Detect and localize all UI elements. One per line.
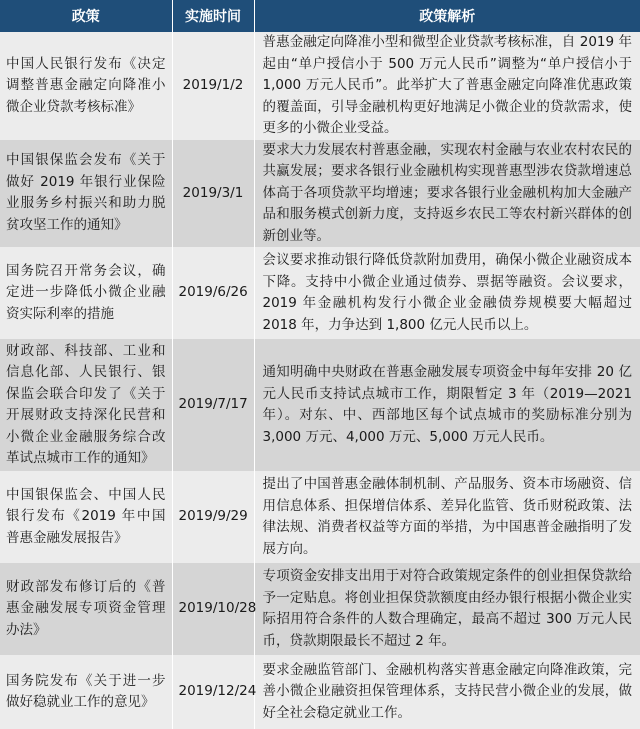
date-cell: 2019/6/26 [172,247,254,339]
analysis-cell: 提出了中国普惠金融体制机制、产品服务、资本市场融资、信用信息体系、担保增信体系、差异化监管、货币财税政策、法律法规、消费者权益等方面的举措，为中国惠普金融指明了发展方向。 [254,471,640,563]
table-row [0,563,640,655]
table-row [0,140,640,248]
policy-cell: 财政部、科技部、工业和信息化部、人民银行、银保监会联合印发了《关于开展财政支持深化民营和小微企业金融服务综合改革试点城市工作的通知》 [0,339,172,471]
date-cell: 2019/9/29 [172,471,254,563]
header-analysis: 政策解析 [254,0,640,32]
header-date: 实施时间 [172,0,254,32]
date-cell: 2019/7/17 [172,339,254,471]
table-header-row [0,0,640,32]
table-row [0,247,640,339]
table-row [0,655,640,729]
analysis-cell: 普惠金融定向降准小型和微型企业贷款考核标准，自 2019 年起由“单户授信小于 500 万元人民币”调整为“单户授信小于 1,000 万元人民币”。此举扩大了普惠金融定向降准优惠政策的覆盖面，引导金融机构更好地满足小微企业的贷款需求，使更多的小微企业受益。 [254,32,640,140]
date-cell: 2019/10/28 [172,563,254,655]
table-row [0,339,640,471]
policy-cell: 中国人民银行发布《决定调整普惠金融定向降准小微企业贷款考核标准》 [0,32,172,140]
header-policy: 政策 [0,0,172,32]
table-row [0,471,640,563]
analysis-cell: 通知明确中央财政在普惠金融发展专项资金中每年安排 20 亿元人民币支持试点城市工作，期限暂定 3 年（2019—2021 年）。对东、中、西部地区每个试点城市的奖励标准分别为 3,000 万元、4,000 万元、5,000 万元人民币。 [254,339,640,471]
policy-cell: 国务院发布《关于进一步做好稳就业工作的意见》 [0,655,172,729]
analysis-cell: 会议要求推动银行降低贷款附加费用，确保小微企业融资成本下降。支持中小微企业通过债券、票据等融资。会议要求，2019 年金融机构发行小微企业金融债券规模要大幅超过 2018 年，力争达到 1,800 亿元人民币以上。 [254,247,640,339]
date-cell: 2019/3/1 [172,140,254,248]
policy-cell: 中国银保监会、中国人民银行发布《2019 年中国普惠金融发展报告》 [0,471,172,563]
date-cell: 2019/1/2 [172,32,254,140]
table-row [0,32,640,140]
analysis-cell: 要求大力发展农村普惠金融，实现农村金融与农业农村农民的共赢发展；要求各银行业金融机构实现普惠型涉农贷款增速总体高于各项贷款平均增速；要求各银行业金融机构加大金融产品和服务模式创新力度，支持返乡农民工等农村新兴群体的创新创业等。 [254,140,640,248]
analysis-cell: 要求金融监管部门、金融机构落实普惠金融定向降准政策，完善小微企业融资担保管理体系，支持民营小微企业的发展，做好全社会稳定就业工作。 [254,655,640,729]
policy-cell: 国务院召开常务会议，确定进一步降低小微企业融资实际利率的措施 [0,247,172,339]
policy-cell: 财政部发布修订后的《普惠金融发展专项资金管理办法》 [0,563,172,655]
analysis-cell: 专项资金安排支出用于对符合政策规定条件的创业担保贷款给予一定贴息。将创业担保贷款额度由经办银行根据小微企业实际招用符合条件的人数合理确定，最高不超过 300 万元人民币，贷款期限最长不超过 2 年。 [254,563,640,655]
date-cell: 2019/12/24 [172,655,254,729]
policy-cell: 中国银保监会发布《关于做好 2019 年银行业保险业服务乡村振兴和助力脱贫攻坚工作的通知》 [0,140,172,248]
